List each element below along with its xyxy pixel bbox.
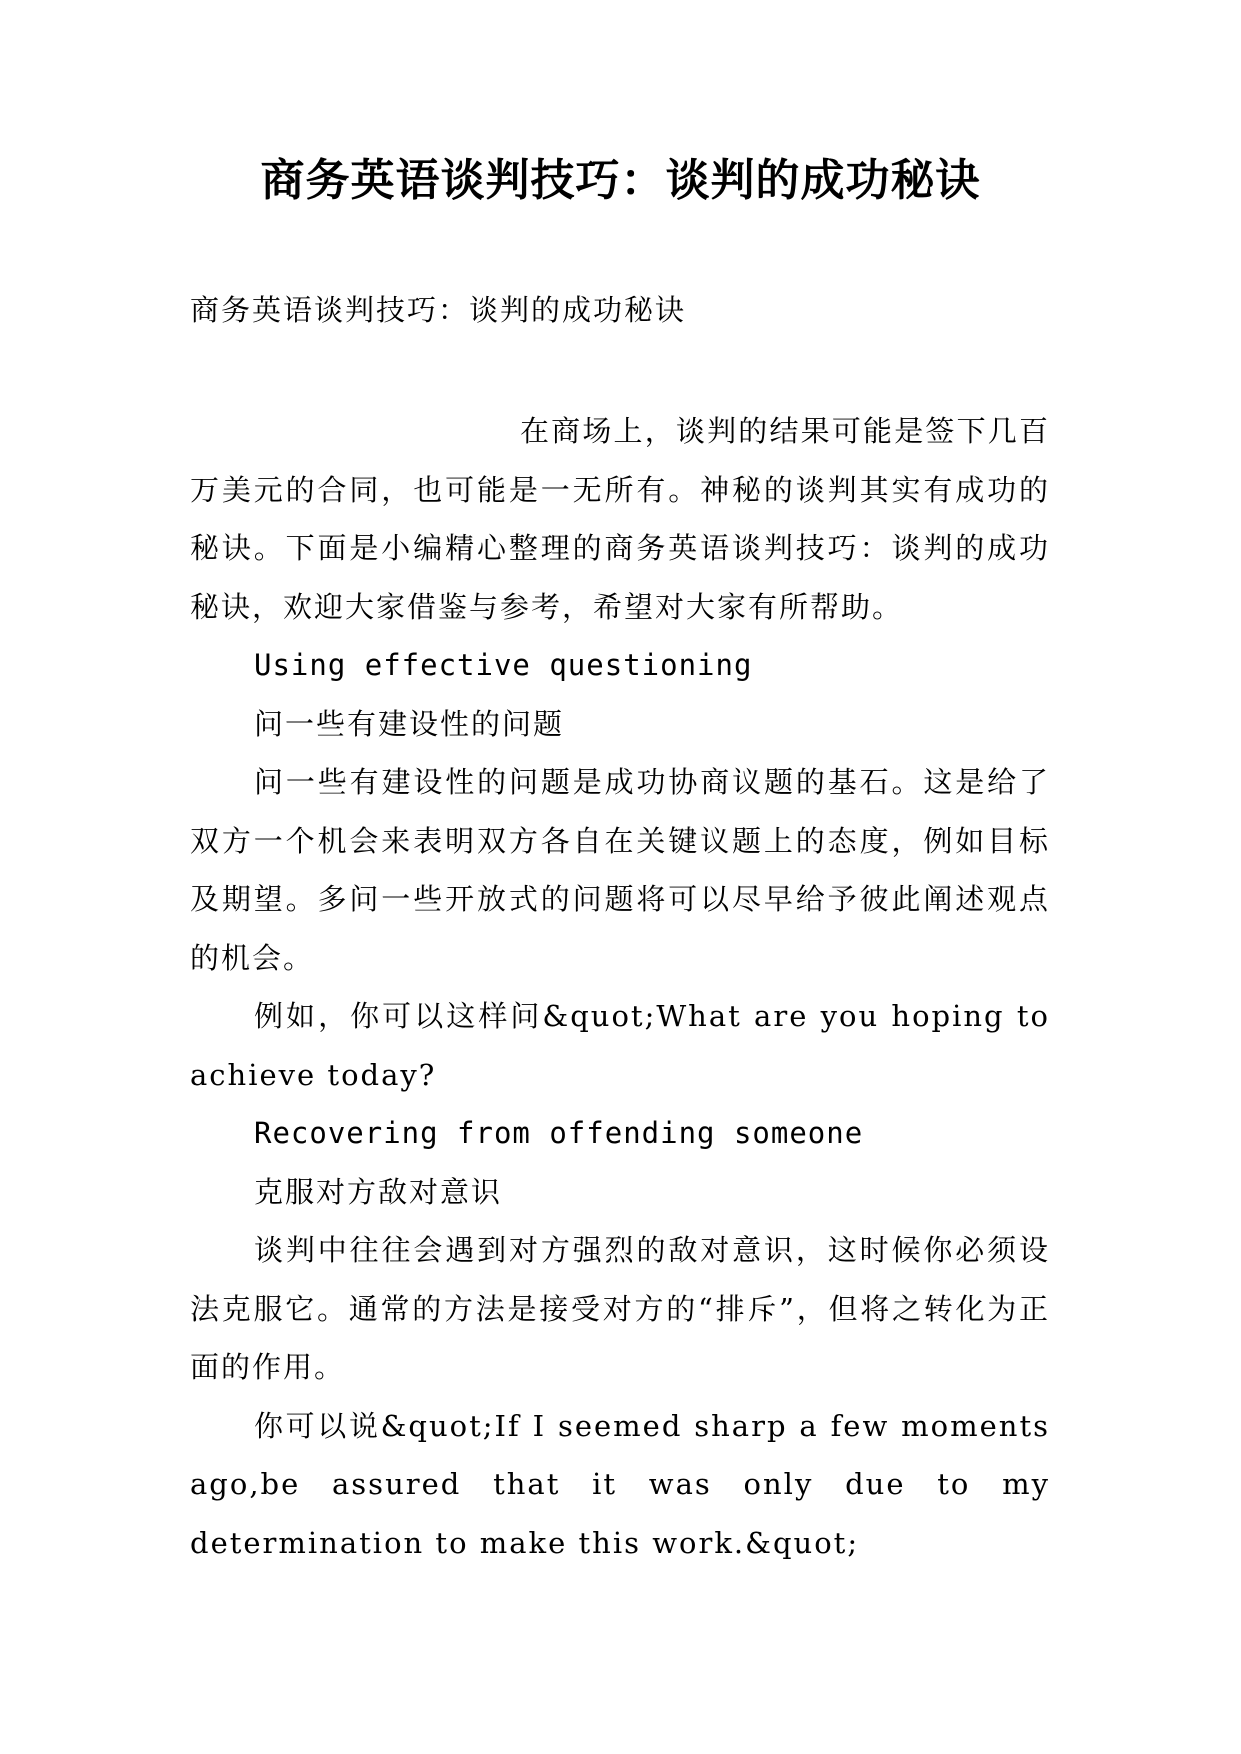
document-title: 商务英语谈判技巧：谈判的成功秘诀 [260, 155, 981, 206]
section-heading-chinese: 问一些有建设性的问题 [254, 706, 565, 741]
section-heading-chinese: 克服对方敌对意识 [254, 1174, 503, 1209]
section-heading-english: Recovering from offending someone [254, 1116, 864, 1150]
paragraph-example: 例如，你可以这样问&quot;What are you hoping to achieve today? [190, 999, 1050, 1092]
section-heading-english: Using effective questioning [254, 648, 753, 682]
paragraph-example: 你可以说&quot;If I seemed sharp a few moments ago,be assured that it was only due to my determination to make this work.&quot; [190, 1408, 1050, 1560]
document-body [190, 402, 1050, 1572]
document-subtitle: 商务英语谈判技巧：谈判的成功秘诀 [190, 293, 687, 327]
paragraph-body: 谈判中往往会遇到对方强烈的敌对意识，这时候你必须设法克服它。通常的方法是接受对方的“排斥”，但将之转化为正面的作用。 [190, 1233, 1050, 1384]
paragraph-body: 问一些有建设性的问题是成功协商议题的基石。这是给了双方一个机会来表明双方各自在关键议题上的态度，例如目标及期望。多问一些开放式的问题将可以尽早给予彼此阐述观点的机会。 [190, 765, 1050, 975]
paragraph-intro: 在商场上，谈判的结果可能是签下几百万美元的合同，也可能是一无所有。神秘的谈判其实有成功的秘诀。下面是小编精心整理的商务英语谈判技巧：谈判的成功秘诀，欢迎大家借鉴与参考，希望对大家有所帮助。 [190, 414, 1050, 624]
